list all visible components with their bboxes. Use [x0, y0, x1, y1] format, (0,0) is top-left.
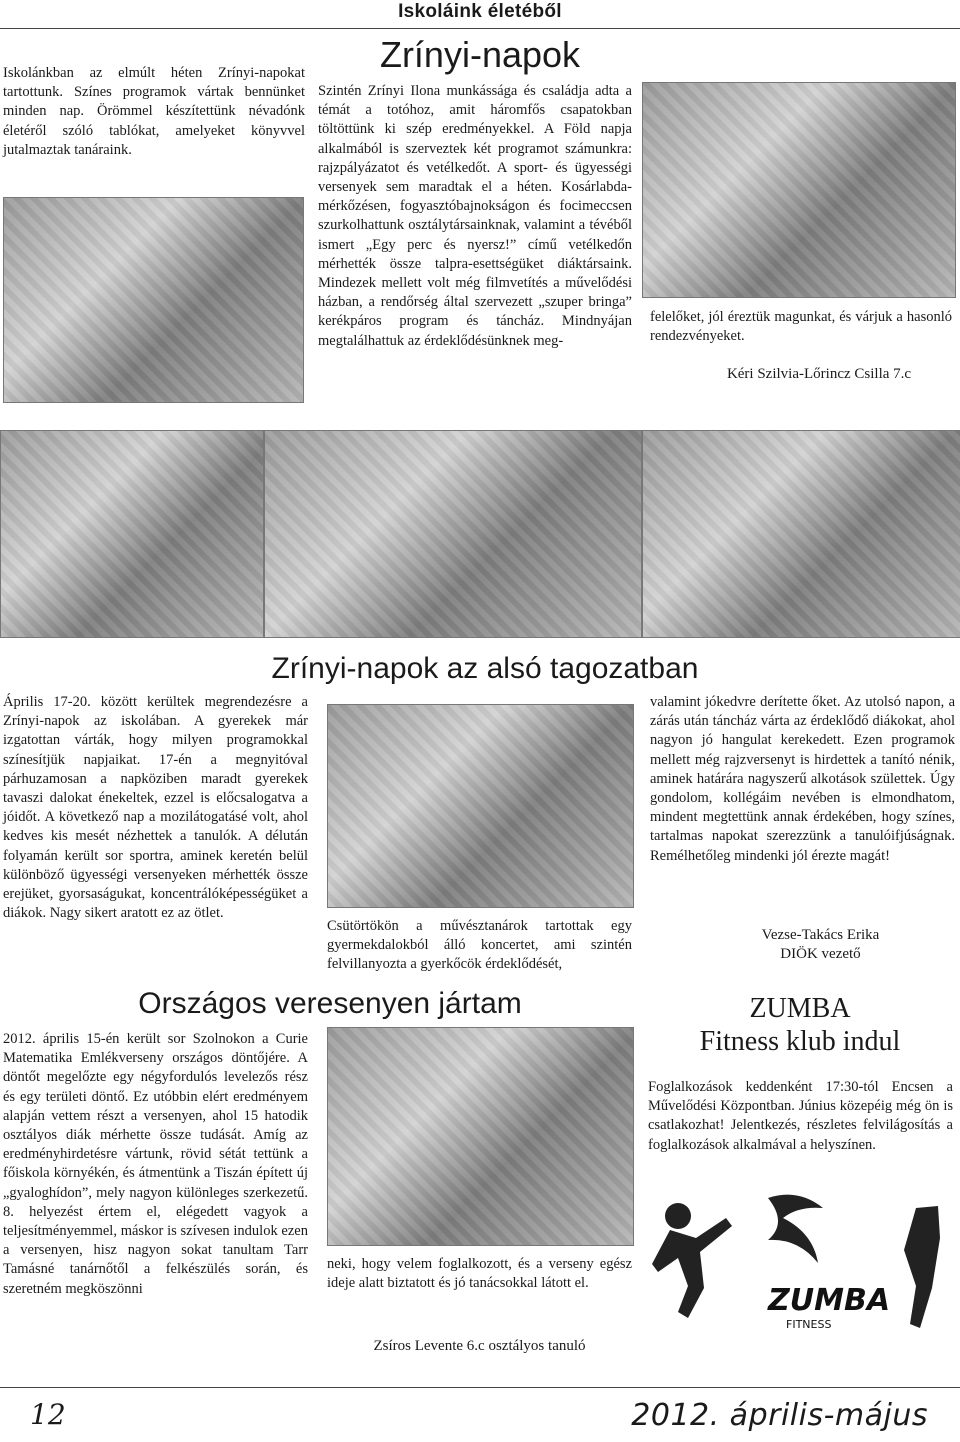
classroom-photo — [3, 197, 304, 403]
zumba-logo — [648, 1178, 956, 1358]
zumba-logo-graphic — [648, 1178, 956, 1358]
quiz-team-photo — [642, 430, 960, 638]
zumba-logo-subtext: FITNESS — [786, 1318, 832, 1331]
article1-title: Zrínyi-napok — [379, 34, 581, 75]
article1-col2: Szintén Zrínyi Ilona munkássága és családja adta a témát a totóhoz, amit háromfős csapatokban töltöttünk ki szép eredményekkel. A Föld napja alkalmából is szerveztek két programot számunkra: rajzpályázatot és vetélkedőt. A sport- és ügyességi versenyek sem maradtak el a héten. Kosárlabda-mérkőzésen, fogyasztóbajnokságon és focimeccsen szurkolhattunk osztálytársainknak, valamint a tévéből ismert „Egy perc és nyersz!” című vetélkedőn mérhették össze talpra-esettségüket diáktársaink. Mindezek mellett volt még filmvetítés a művelődési házban, a rendőrség által szervezett „szuper bringa” kerékpáros program és táncház. Mindnyájan megtalálhattuk az érdeklődésünknek meg- — [318, 83, 632, 349]
article1-col1: Iskolánkban az elmúlt héten Zrínyi-napokat tartottunk. Színes programok vártak bennünket minden nap. Örömmel készítettünk névadónk életéről szóló tablókat, amelyeket könyvvel jutalmaztak tanáraink. — [3, 65, 305, 158]
article3-title: Országos veresenyen jártam — [138, 987, 522, 1020]
issue-date: 2012. április-május — [631, 1398, 928, 1433]
section-header: Iskoláink életéből — [398, 1, 562, 22]
article1-col3: felelőket, jól éreztük magunkat, és várjuk a hasonló rendezvényeket. — [650, 309, 952, 345]
header-divider — [0, 28, 960, 29]
article2-col1: Április 17-20. között kerültek megrendezésre a Zrínyi-napok az iskolában. A gyerekek már izgatottan várták, hogy milyen programokkal színesítjük napjaikat. 17-én a megnyitóval párhuzamosan a napköziben maradt gyerekek tavaszi dalokat énekeltek, ezzel is előcsalogatva a jóidőt. A következő nap a mozilátogatásé volt, ahol kedves kis mesét nézhettek a tanulók. A délután folyamán került sor sportra, aminek keretén belül különböző ügyességi versenyeken mérhették össze erejüket, gyorsaságukat, koncentrálóképességüket a diákok. Nagy sikert aratott ez az ötlet. — [3, 694, 308, 922]
article2-signature-name: Vezse-Takács Erika — [761, 927, 880, 943]
article3-signature: Zsíros Levente 6.c osztályos tanuló — [373, 1338, 586, 1354]
student-portrait-photo — [327, 1027, 634, 1246]
zumba-title-line1: ZUMBA — [749, 993, 851, 1024]
article2-signature-role: DIÖK vezető — [780, 946, 861, 962]
article1-signature: Kéri Szilvia-Lőrincz Csilla 7.c — [726, 366, 912, 382]
zumba-title-line2: Fitness klub indul — [699, 1026, 901, 1057]
article2-title: Zrínyi-napok az alsó tagozatban — [271, 652, 699, 685]
article2-col3: valamint jókedvre derítette őket. Az utolsó napon, a zárás után táncház várta az érdeklődő diákokat, ahol nagyon jó hangulat kerekedett. Ezen programok mellett még rajzversenyt is hirdettek a tanító nénik, aminek határára nagyszerű alkotások születtek. Úgy gondolom, kollégáim nevében is elmondhatom, mindent megtettünk annak érdekében, hogy színes, tartalmas napokat szerezzünk a tanulóifjúságnak. Remélhetőleg mindenki jól érezte magát! — [650, 694, 955, 864]
ceremony-photo — [327, 704, 634, 908]
outdoor-game-photo — [264, 430, 642, 638]
article2-col2: Csütörtökön a művésztanárok tartottak egy gyermekdalokból álló koncertet, ami szintén felvillanyozta a gyerkőcök érdeklődését, — [327, 918, 632, 973]
footer-divider — [0, 1387, 960, 1388]
page-number: 12 — [30, 1398, 66, 1431]
zumba-logo-text: ZUMBA — [768, 1283, 891, 1318]
drawing-competition-photo — [642, 82, 956, 298]
locker-room-photo — [0, 430, 264, 638]
article3-col2: neki, hogy velem foglalkozott, és a verseny egész ideje alatt biztatott és jó tanácsokkal látott el. — [327, 1256, 632, 1292]
zumba-body: Foglalkozások keddenként 17:30-tól Encsen a Művelődési Központban. Június közepéig még ön is csatlakozhat! Jelentkezés, részletes felvilágosítás a foglalkozások alkalmával a helyszínen. — [648, 1079, 953, 1153]
article3-col1: 2012. április 15-én került sor Szolnokon a Curie Matematika Emlékverseny országos döntőjére. A döntőt megelőzte egy négyfordulós levelezős rész és egy területi döntő. Ez utóbbin elért eredményem alapján vettem részt a versenyen, ahol 15 hatodik osztályos diák mérhette össze tudását. Amíg az eredményhirdetésre vártunk, rövid sétát tettünk a főiskola környékén, és átmentünk a Tiszán épített új „gyaloghídon”, mely nagyon különleges szerkezetű. 8. helyezést értem el, elégedett vagyok a teljesítményemmel, máskor is szívesen indulok ezen a versenyen, hisz nagyon sokat tanultam Tarr Tamásné tanárnőtől a felkészülés során, és szeretném megköszönni — [3, 1031, 308, 1297]
